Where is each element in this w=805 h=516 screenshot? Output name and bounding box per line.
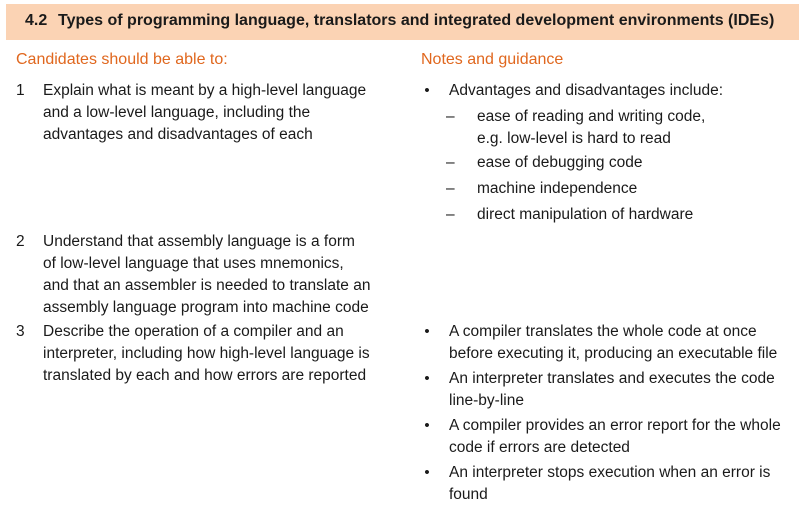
note-text: code if errors are detected [449,439,630,456]
note-text: line-by-line [449,392,524,409]
bullet-icon: • [424,82,430,99]
text-line: and a low-level language, including the [43,104,311,121]
objective-number: 3 [16,323,25,340]
text-line: interpreter, including how high-level language is [43,345,370,362]
note-text: A compiler translates the whole code at once [449,323,757,340]
text-line: translated by each and how errors are reported [43,367,367,384]
bullet-icon: • [424,464,430,481]
text-line: and that an assembler is needed to translate an [43,277,371,294]
objective-number: 1 [16,82,25,99]
dash-icon: – [446,180,455,197]
text-line: Explain what is meant by a high-level language [43,82,367,99]
bullet-icon: • [424,323,430,340]
bullet-icon: • [424,370,430,387]
section-title: Types of programming language, translators and integrated development environments (IDEs) [58,12,775,29]
note-text: A compiler provides an error report for the whole [449,417,781,434]
text-line: of low-level language that uses mnemonics, [43,255,344,272]
section-header [6,4,799,40]
text-line: Understand that assembly language is a form [43,233,355,250]
section-number: 4.2 [25,12,48,29]
dash-icon: – [446,108,455,125]
note-text: before executing it, producing an executable file [449,345,778,362]
text-line: advantages and disadvantages of each [43,126,313,143]
sub-note-text: ease of debugging code [477,154,643,171]
sub-note-text: direct manipulation of hardware [477,206,694,223]
sub-note-text: ease of reading and writing code, [477,108,706,125]
note-text: An interpreter translates and executes the code [449,370,775,387]
right-column-heading: Notes and guidance [421,51,564,68]
text-line: Describe the operation of a compiler and an [43,323,344,340]
objective-text [43,80,403,146]
dash-icon: – [446,154,455,171]
note-text: found [449,486,488,503]
objective-text [43,231,403,319]
left-column-heading: Candidates should be able to: [16,51,228,68]
text-line: assembly language program into machine code [43,299,369,316]
bullet-icon: • [424,417,430,434]
objective-number: 2 [16,233,25,250]
sub-note-text: machine independence [477,180,638,197]
dash-icon: – [446,206,455,223]
note-text: Advantages and disadvantages include: [449,82,724,99]
sub-note-text: e.g. low-level is hard to read [477,130,671,147]
note-text: An interpreter stops execution when an error is [449,464,771,481]
objective-text [43,321,403,387]
